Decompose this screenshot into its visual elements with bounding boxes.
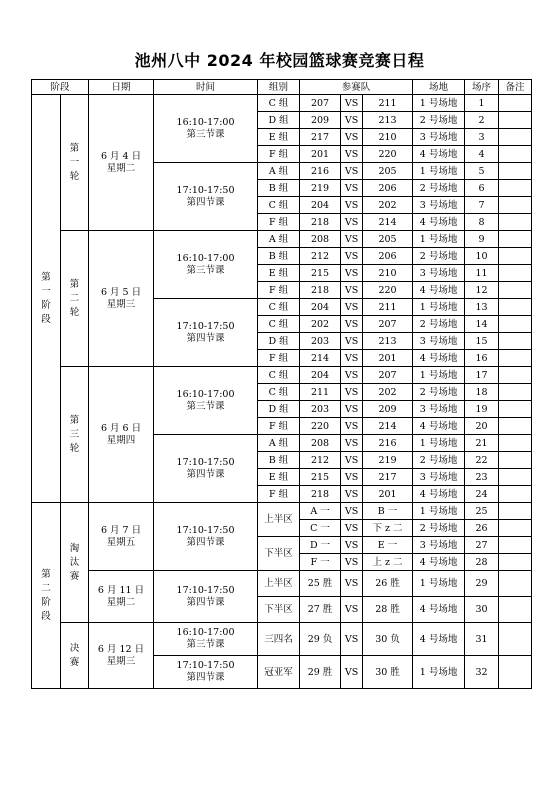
group-cell: C 组 [258,384,300,401]
venue-cell: 2 号场地 [413,384,465,401]
note-cell [499,180,532,197]
header-stage: 阶段 [32,80,89,95]
group-cell: 上半区 [258,503,300,537]
order-cell: 32 [465,656,499,689]
order-cell: 29 [465,571,499,597]
team-b-cell: 220 [363,146,413,163]
group-cell: D 组 [258,401,300,418]
header-date: 日期 [89,80,154,95]
team-a-cell: 207 [300,95,341,112]
group-cell: C 组 [258,95,300,112]
venue-cell: 4 号场地 [413,554,465,571]
team-a-cell: 203 [300,401,341,418]
date-cell: 6 月 12 日 星期三 [89,623,154,689]
team-a-cell: 219 [300,180,341,197]
venue-cell: 1 号场地 [413,231,465,248]
header-teams: 参赛队 [300,80,413,95]
note-cell [499,197,532,214]
vs-cell: VS [341,214,363,231]
table-row [32,231,532,248]
order-cell: 2 [465,112,499,129]
order-cell: 7 [465,197,499,214]
group-cell: F 组 [258,282,300,299]
team-a-cell: 27 胜 [300,597,341,623]
venue-cell: 3 号场地 [413,129,465,146]
time-cell: 16:10-17:00 第三节课 [154,367,258,435]
team-b-cell: 213 [363,333,413,350]
note-cell [499,520,532,537]
order-cell: 22 [465,452,499,469]
group-cell: C 组 [258,367,300,384]
venue-cell: 1 号场地 [413,95,465,112]
group-cell: A 组 [258,435,300,452]
venue-cell: 1 号场地 [413,571,465,597]
group-cell: D 组 [258,112,300,129]
venue-cell: 1 号场地 [413,435,465,452]
time-cell: 17:10-17:50 第四节课 [154,435,258,503]
team-a-cell: 29 胜 [300,656,341,689]
group-cell: F 组 [258,486,300,503]
order-cell: 16 [465,350,499,367]
venue-cell: 4 号场地 [413,486,465,503]
vs-cell: VS [341,129,363,146]
venue-cell: 3 号场地 [413,537,465,554]
order-cell: 31 [465,623,499,656]
note-cell [499,163,532,180]
vs-cell: VS [341,231,363,248]
note-cell [499,350,532,367]
venue-cell: 1 号场地 [413,503,465,520]
order-cell: 20 [465,418,499,435]
vs-cell: VS [341,597,363,623]
vs-cell: VS [341,248,363,265]
vs-cell: VS [341,180,363,197]
team-b-cell: 28 胜 [363,597,413,623]
group-cell: A 组 [258,163,300,180]
vs-cell: VS [341,265,363,282]
note-cell [499,265,532,282]
team-a-cell: 218 [300,486,341,503]
team-a-cell: 204 [300,197,341,214]
team-a-cell: 208 [300,435,341,452]
table-row [32,571,532,597]
table-row [32,623,532,656]
note-cell [499,503,532,520]
stage-cell: 第 一 阶 段 [32,95,61,503]
note-cell [499,597,532,623]
order-cell: 3 [465,129,499,146]
group-cell: 下半区 [258,597,300,623]
order-cell: 25 [465,503,499,520]
round-cell: 第 一 轮 [61,95,89,231]
time-cell: 17:10-17:50 第四节课 [154,299,258,367]
vs-cell: VS [341,333,363,350]
team-a-cell: 220 [300,418,341,435]
note-cell [499,129,532,146]
group-cell: 冠亚军 [258,656,300,689]
team-b-cell: 220 [363,282,413,299]
order-cell: 14 [465,316,499,333]
venue-cell: 2 号场地 [413,248,465,265]
team-b-cell: 201 [363,350,413,367]
team-a-cell: 218 [300,214,341,231]
team-a-cell: F 一 [300,554,341,571]
venue-cell: 2 号场地 [413,452,465,469]
vs-cell: VS [341,554,363,571]
time-cell: 16:10-17:00 第三节课 [154,623,258,656]
order-cell: 6 [465,180,499,197]
team-a-cell: 217 [300,129,341,146]
order-cell: 9 [465,231,499,248]
team-b-cell: 207 [363,367,413,384]
team-a-cell: 209 [300,112,341,129]
table-row [32,503,532,520]
team-b-cell: 210 [363,129,413,146]
header-venue: 场地 [413,80,465,95]
note-cell [499,537,532,554]
venue-cell: 3 号场地 [413,401,465,418]
team-a-cell: 218 [300,282,341,299]
header-order: 场序 [465,80,499,95]
team-a-cell: A 一 [300,503,341,520]
order-cell: 26 [465,520,499,537]
vs-cell: VS [341,537,363,554]
order-cell: 17 [465,367,499,384]
vs-cell: VS [341,367,363,384]
venue-cell: 1 号场地 [413,299,465,316]
group-cell: 三四名 [258,623,300,656]
group-cell: D 组 [258,333,300,350]
vs-cell: VS [341,299,363,316]
order-cell: 30 [465,597,499,623]
venue-cell: 3 号场地 [413,265,465,282]
venue-cell: 2 号场地 [413,316,465,333]
team-a-cell: 212 [300,452,341,469]
group-cell: 上半区 [258,571,300,597]
team-a-cell: 203 [300,333,341,350]
table-row [32,95,532,112]
time-cell: 16:10-17:00 第三节课 [154,95,258,163]
team-b-cell: 201 [363,486,413,503]
team-b-cell: 205 [363,163,413,180]
note-cell [499,469,532,486]
header-note: 备注 [499,80,532,95]
group-cell: B 组 [258,452,300,469]
note-cell [499,146,532,163]
vs-cell: VS [341,469,363,486]
round-cell: 决 赛 [61,623,89,689]
time-cell: 17:10-17:50 第四节课 [154,163,258,231]
vs-cell: VS [341,316,363,333]
group-cell: F 组 [258,350,300,367]
order-cell: 4 [465,146,499,163]
order-cell: 11 [465,265,499,282]
vs-cell: VS [341,384,363,401]
team-b-cell: 202 [363,384,413,401]
note-cell [499,112,532,129]
table-row [32,367,532,384]
team-a-cell: 211 [300,384,341,401]
group-cell: B 组 [258,248,300,265]
order-cell: 18 [465,384,499,401]
vs-cell: VS [341,623,363,656]
team-b-cell: B 一 [363,503,413,520]
group-cell: E 组 [258,129,300,146]
time-cell: 17:10-17:50 第四节课 [154,571,258,623]
team-a-cell: 214 [300,350,341,367]
date-cell: 6 月 4 日 星期二 [89,95,154,231]
team-b-cell: 213 [363,112,413,129]
note-cell [499,333,532,350]
venue-cell: 4 号场地 [413,350,465,367]
note-cell [499,554,532,571]
note-cell [499,231,532,248]
team-b-cell: 上 z 二 [363,554,413,571]
venue-cell: 3 号场地 [413,333,465,350]
note-cell [499,214,532,231]
team-a-cell: 202 [300,316,341,333]
group-cell: F 组 [258,146,300,163]
team-b-cell: 205 [363,231,413,248]
order-cell: 8 [465,214,499,231]
venue-cell: 3 号场地 [413,469,465,486]
team-b-cell: 207 [363,316,413,333]
team-a-cell: 208 [300,231,341,248]
vs-cell: VS [341,520,363,537]
venue-cell: 2 号场地 [413,520,465,537]
note-cell [499,435,532,452]
team-b-cell: 206 [363,180,413,197]
order-cell: 12 [465,282,499,299]
vs-cell: VS [341,163,363,180]
venue-cell: 2 号场地 [413,112,465,129]
vs-cell: VS [341,197,363,214]
date-cell: 6 月 6 日 星期四 [89,367,154,503]
note-cell [499,401,532,418]
order-cell: 19 [465,401,499,418]
team-b-cell: 206 [363,248,413,265]
team-b-cell: 202 [363,197,413,214]
team-b-cell: 26 胜 [363,571,413,597]
team-b-cell: 30 胜 [363,656,413,689]
header-row [32,80,532,95]
team-b-cell: 下 z 二 [363,520,413,537]
venue-cell: 4 号场地 [413,597,465,623]
note-cell [499,282,532,299]
group-cell: A 组 [258,231,300,248]
page-title: 池州八中 2024 年校园篮球赛竞赛日程 [134,51,425,70]
vs-cell: VS [341,503,363,520]
note-cell [499,571,532,597]
team-b-cell: 209 [363,401,413,418]
venue-cell: 4 号场地 [413,623,465,656]
note-cell [499,452,532,469]
team-a-cell: 204 [300,367,341,384]
order-cell: 13 [465,299,499,316]
venue-cell: 3 号场地 [413,197,465,214]
round-cell: 第 三 轮 [61,367,89,503]
vs-cell: VS [341,486,363,503]
order-cell: 23 [465,469,499,486]
team-a-cell: D 一 [300,537,341,554]
group-cell: 下半区 [258,537,300,571]
note-cell [499,367,532,384]
team-a-cell: 215 [300,469,341,486]
team-a-cell: 212 [300,248,341,265]
order-cell: 1 [465,95,499,112]
order-cell: 15 [465,333,499,350]
time-cell: 16:10-17:00 第三节课 [154,231,258,299]
team-b-cell: 211 [363,95,413,112]
team-b-cell: 219 [363,452,413,469]
group-cell: C 组 [258,299,300,316]
schedule-table [31,79,532,689]
group-cell: B 组 [258,180,300,197]
vs-cell: VS [341,401,363,418]
order-cell: 28 [465,554,499,571]
venue-cell: 1 号场地 [413,656,465,689]
time-cell: 17:10-17:50 第四节课 [154,503,258,571]
team-a-cell: 201 [300,146,341,163]
order-cell: 24 [465,486,499,503]
team-b-cell: 217 [363,469,413,486]
venue-cell: 4 号场地 [413,418,465,435]
vs-cell: VS [341,418,363,435]
group-cell: F 组 [258,214,300,231]
team-b-cell: E 一 [363,537,413,554]
team-a-cell: 29 负 [300,623,341,656]
vs-cell: VS [341,435,363,452]
venue-cell: 4 号场地 [413,146,465,163]
group-cell: E 组 [258,469,300,486]
note-cell [499,384,532,401]
note-cell [499,486,532,503]
note-cell [499,299,532,316]
note-cell [499,656,532,689]
vs-cell: VS [341,571,363,597]
round-cell: 第 二 轮 [61,231,89,367]
team-b-cell: 210 [363,265,413,282]
round-cell: 淘 汰 赛 [61,503,89,623]
note-cell [499,418,532,435]
order-cell: 10 [465,248,499,265]
stage-cell: 第 二 阶 段 [32,503,61,689]
order-cell: 21 [465,435,499,452]
team-a-cell: 25 胜 [300,571,341,597]
venue-cell: 1 号场地 [413,163,465,180]
team-b-cell: 214 [363,214,413,231]
note-cell [499,316,532,333]
venue-cell: 4 号场地 [413,214,465,231]
date-cell: 6 月 11 日 星期二 [89,571,154,623]
group-cell: C 组 [258,316,300,333]
group-cell: E 组 [258,265,300,282]
header-time: 时间 [154,80,258,95]
group-cell: C 组 [258,197,300,214]
date-cell: 6 月 5 日 星期三 [89,231,154,367]
note-cell [499,248,532,265]
team-b-cell: 216 [363,435,413,452]
team-a-cell: 216 [300,163,341,180]
venue-cell: 1 号场地 [413,367,465,384]
header-group: 组别 [258,80,300,95]
group-cell: F 组 [258,418,300,435]
vs-cell: VS [341,146,363,163]
order-cell: 5 [465,163,499,180]
team-b-cell: 211 [363,299,413,316]
team-a-cell: C 一 [300,520,341,537]
team-b-cell: 30 负 [363,623,413,656]
note-cell [499,95,532,112]
vs-cell: VS [341,282,363,299]
order-cell: 27 [465,537,499,554]
vs-cell: VS [341,95,363,112]
vs-cell: VS [341,350,363,367]
venue-cell: 2 号场地 [413,180,465,197]
date-cell: 6 月 7 日 星期五 [89,503,154,571]
team-a-cell: 215 [300,265,341,282]
venue-cell: 4 号场地 [413,282,465,299]
vs-cell: VS [341,656,363,689]
vs-cell: VS [341,452,363,469]
note-cell [499,623,532,656]
time-cell: 17:10-17:50 第四节课 [154,656,258,689]
team-b-cell: 214 [363,418,413,435]
team-a-cell: 204 [300,299,341,316]
vs-cell: VS [341,112,363,129]
